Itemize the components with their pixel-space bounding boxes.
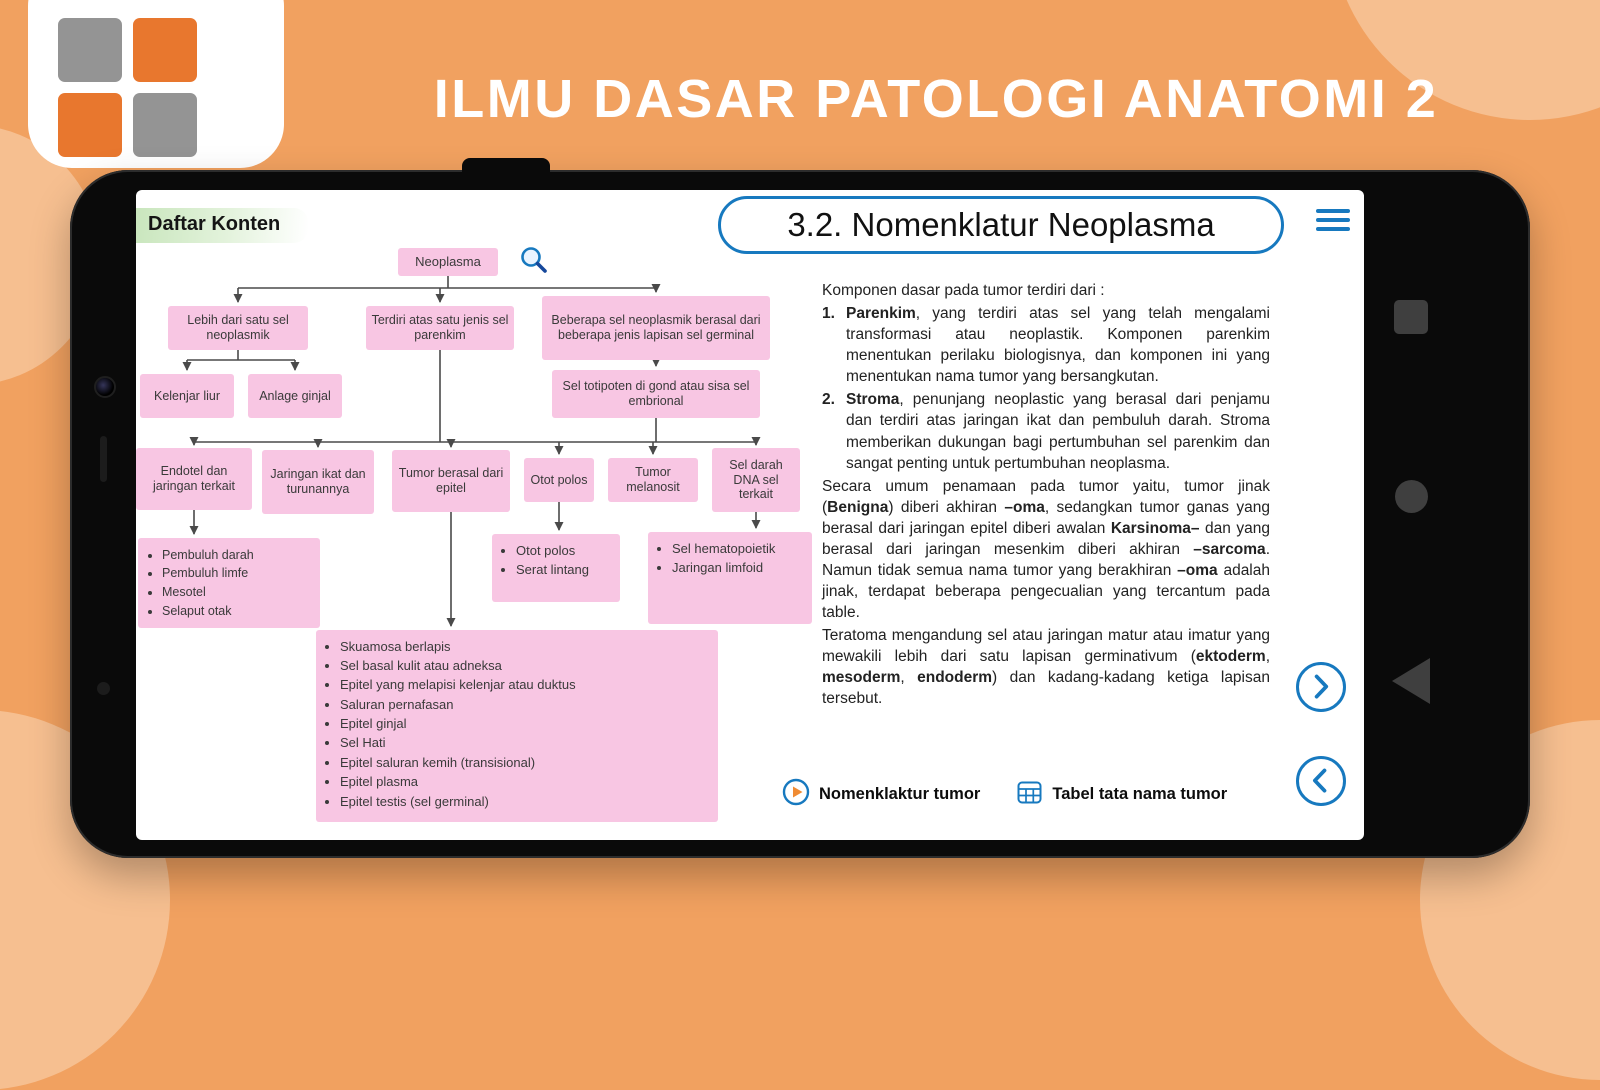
flow-node-branch-1: Lebih dari satu sel neoplasmik xyxy=(168,306,308,350)
item-text: Stroma, penunjang neoplastic yang berasal dari penjamu dan terdiri atas jaringan ikat dan pembuluh darah. Stroma memberikan dukungan bagi pertumbuhan sel parenkim dan sangat penting untuk pertumbuhan neoplasma. xyxy=(846,391,1270,472)
phone-screen xyxy=(136,190,1364,840)
list-item: • Sel Hati xyxy=(340,735,712,752)
flow-list-darah xyxy=(648,532,812,624)
list-item: • Epitel ginjal xyxy=(340,716,712,733)
footer-links xyxy=(782,778,1227,811)
flow-node-neoplasma: Neoplasma xyxy=(398,248,498,276)
flow-list-otot xyxy=(492,534,620,602)
toc-button[interactable]: Daftar Konten xyxy=(136,208,308,243)
list-item: • Pembuluh darah xyxy=(162,547,314,563)
list-item: • Epitel plasma xyxy=(340,774,712,791)
flow-node-otot-polos: Otot polos xyxy=(524,458,594,502)
numbered-item-2 xyxy=(822,389,1270,473)
section-title-box xyxy=(718,196,1284,254)
item-number: 1. xyxy=(822,305,835,323)
logo-square-gray-1 xyxy=(58,18,122,82)
list-item: • Selaput otak xyxy=(162,603,314,619)
flow-node-endotel: Endotel dan jaringan terkait xyxy=(136,448,252,510)
list-item: • Sel hematopoietik xyxy=(672,541,806,558)
phone-power-button xyxy=(462,158,550,178)
flow-node-tumor-melanosit: Tumor melanosit xyxy=(608,458,698,502)
item-number: 2. xyxy=(822,391,835,409)
phone-sensor xyxy=(97,682,110,695)
content-intro: Komponen dasar pada tumor terdiri dari : xyxy=(822,282,1105,299)
item-text: Parenkim, yang terdiri atas sel yang telah mengalami transformasi atau neoplastik. Komponen parenkim menentukan perilaku biologisnya, dan komponen ini yang menentukan nama tumor yang bersangkutan. xyxy=(846,305,1270,386)
flow-node-kelenjar-liur: Kelenjar liur xyxy=(140,374,234,418)
list-item: • Sel basal kulit atau adneksa xyxy=(340,658,712,675)
content-panel xyxy=(822,280,1270,712)
video-link-label: Nomenklaktur tumor xyxy=(819,785,981,803)
hamburger-menu-icon[interactable] xyxy=(1316,204,1350,236)
list-item: • Skuamosa berlapis xyxy=(340,639,712,656)
flow-node-tumor-epitel: Tumor berasal dari epitel xyxy=(392,450,510,512)
flow-node-branch-2: Terdiri atas satu jenis sel parenkim xyxy=(366,306,514,350)
play-circle-icon xyxy=(782,778,810,811)
recents-square-icon[interactable] xyxy=(1394,300,1428,334)
page-title: ILMU DASAR PATOLOGI ANATOMI 2 xyxy=(433,69,1439,129)
numbered-item-1 xyxy=(822,303,1270,387)
search-icon[interactable] xyxy=(518,244,550,276)
back-triangle-icon[interactable] xyxy=(1392,658,1430,704)
phone-camera xyxy=(94,376,116,398)
prev-page-button[interactable] xyxy=(1296,756,1346,806)
app-logo xyxy=(58,18,197,157)
list-item: • Jaringan limfoid xyxy=(672,560,806,577)
flowchart xyxy=(136,190,836,840)
logo-square-gray-2 xyxy=(133,93,197,157)
list-item: • Saluran pernafasan xyxy=(340,697,712,714)
paragraph-naming: Secara umum penamaan pada tumor yaitu, tumor jinak (Benigna) diberi akhiran –oma, sedangkan tumor ganas yang berasal dari jaringan epitel diberi awalan Karsinoma– dan yang berasal dari jaringan mesenkim diberi akhiran –sarcoma. Namun tidak semua nama tumor yang berakhiran –oma adalah jinak, terdapat beberapa pengecualian yang tercantum pada table. xyxy=(822,477,1270,622)
phone-mockup xyxy=(70,170,1530,858)
flow-node-anlage-ginjal: Anlage ginjal xyxy=(248,374,342,418)
flow-node-sel-darah: Sel darah DNA sel terkait xyxy=(712,448,800,512)
list-item: • Mesotel xyxy=(162,584,314,600)
logo-card xyxy=(28,0,284,168)
list-item: • Epitel testis (sel germinal) xyxy=(340,794,712,811)
home-circle-icon[interactable] xyxy=(1395,480,1428,513)
paragraph-teratoma: Teratoma mengandung sel atau jaringan matur atau imatur yang mewakili lebih dari satu lapisan germinativum (ektoderm, mesoderm, endoderm) dan kadang-kadang ketiga lapisan tersebut. xyxy=(822,627,1270,708)
video-link[interactable] xyxy=(782,778,980,811)
table-grid-icon xyxy=(1016,779,1043,811)
phone-speaker xyxy=(100,436,107,482)
chevron-left-icon xyxy=(1299,756,1343,806)
flow-node-sel-totipoten: Sel totipoten di gond atau sisa sel embrional xyxy=(552,370,760,418)
logo-square-orange-1 xyxy=(133,18,197,82)
next-page-button[interactable] xyxy=(1296,662,1346,712)
list-item: • Pembuluh limfe xyxy=(162,565,314,581)
flow-list-epitel xyxy=(316,630,718,822)
list-item: • Serat lintang xyxy=(516,562,614,579)
logo-square-orange-2 xyxy=(58,93,122,157)
flow-list-endotel xyxy=(138,538,320,628)
chevron-right-icon xyxy=(1299,662,1343,712)
flow-node-jaringan-ikat: Jaringan ikat dan turunannya xyxy=(262,450,374,514)
table-link-label: Tabel tata nama tumor xyxy=(1052,785,1228,803)
table-link[interactable] xyxy=(1016,779,1227,811)
flow-node-branch-3: Beberapa sel neoplasmik berasal dari beberapa jenis lapisan sel germinal xyxy=(542,296,770,360)
section-title: 3.2. Nomenklatur Neoplasma xyxy=(787,206,1215,243)
list-item: • Epitel saluran kemih (transisional) xyxy=(340,755,712,772)
list-item: • Otot polos xyxy=(516,543,614,560)
list-item: • Epitel yang melapisi kelenjar atau duktus xyxy=(340,677,712,694)
